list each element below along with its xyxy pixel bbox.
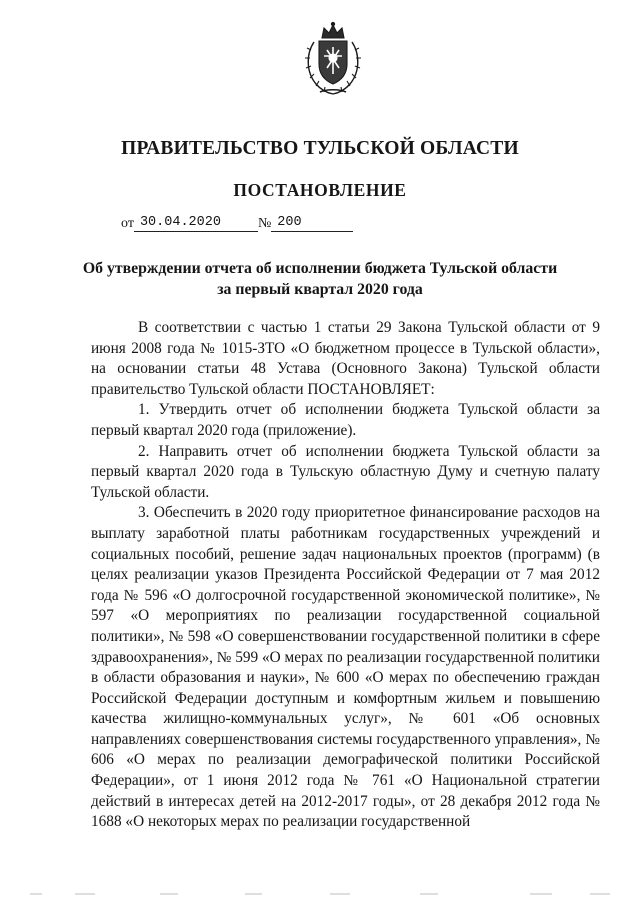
- subject-line: Об утверждении отчета об исполнении бюджета Тульской области: [82, 260, 558, 277]
- paragraph-item-3: 3. Обеспечить в 2020 году приоритетное финансирование расходов на выплату заработной платы работникам государственных учреждений и социальных пособий, решение задач национальных проектов (программ) (в целях реализации указов Президента Российской Федерации от 7 мая 2012 года № 596 «О долгосрочной государственной экономической политике», № 597 «О мероприятиях по реализации государственной социальной политики», № 598 «О совершенствовании государственной политики в сфере здравоохранения», № 599 «О мерах по реализации государственной политики в области образования и науки», № 600 «О мерах по обеспечению граждан Российской Федерации доступным и комфортным жильем и повышению качества жилищно-коммунальных услуг», № 601 «Об основных направлениях совершенствования системы государственного управления», № 606 «О мерах по реализации демографической политики Российской Федерации», от 1 июня 2012 года № 761 «О Национальной стратегии действий в интересах детей на 2012-2017 годы», от 28 декабря 2012 года № 1688 «О некоторых мерах по реализации государственной: [91, 504, 600, 831]
- paragraph-item-2: 2. Направить отчет об исполнении бюджета Тульской области за первый квартал 2020 года в Тульскую областную Думу и счетную палату Тульской области.: [91, 442, 600, 501]
- coat-of-arms-icon: [300, 20, 366, 98]
- document-date: 30.04.2020: [134, 216, 258, 232]
- document-type: ПОСТАНОВЛЕНИЕ: [233, 180, 407, 200]
- scan-artifact-marks: [0, 888, 640, 900]
- paragraph-preamble: В соответствии с частью 1 статьи 29 Закона Тульской области от 9 июня 2008 года № 1015-ЗТО «О бюджетном процессе в Тульской области», на основании статьи 48 Устава (Основного Закона) Тульской области правительство Тульской области ПОСТАНОВЛЯЕТ:: [91, 319, 600, 398]
- date-number-line: [121, 216, 353, 232]
- government-title: ПРАВИТЕЛЬСТВО ТУЛЬСКОЙ ОБЛАСТИ: [121, 138, 519, 159]
- paragraph-item-1: 1. Утвердить отчет об исполнении бюджета Тульской области за первый квартал 2020 года (приложение).: [91, 401, 600, 439]
- document-body: [91, 318, 600, 833]
- subject-line: за первый квартал 2020 года: [217, 281, 423, 298]
- document-number: 200: [271, 216, 353, 232]
- document-subject: [60, 258, 580, 300]
- number-label: №: [257, 216, 272, 231]
- date-label: от: [121, 216, 134, 231]
